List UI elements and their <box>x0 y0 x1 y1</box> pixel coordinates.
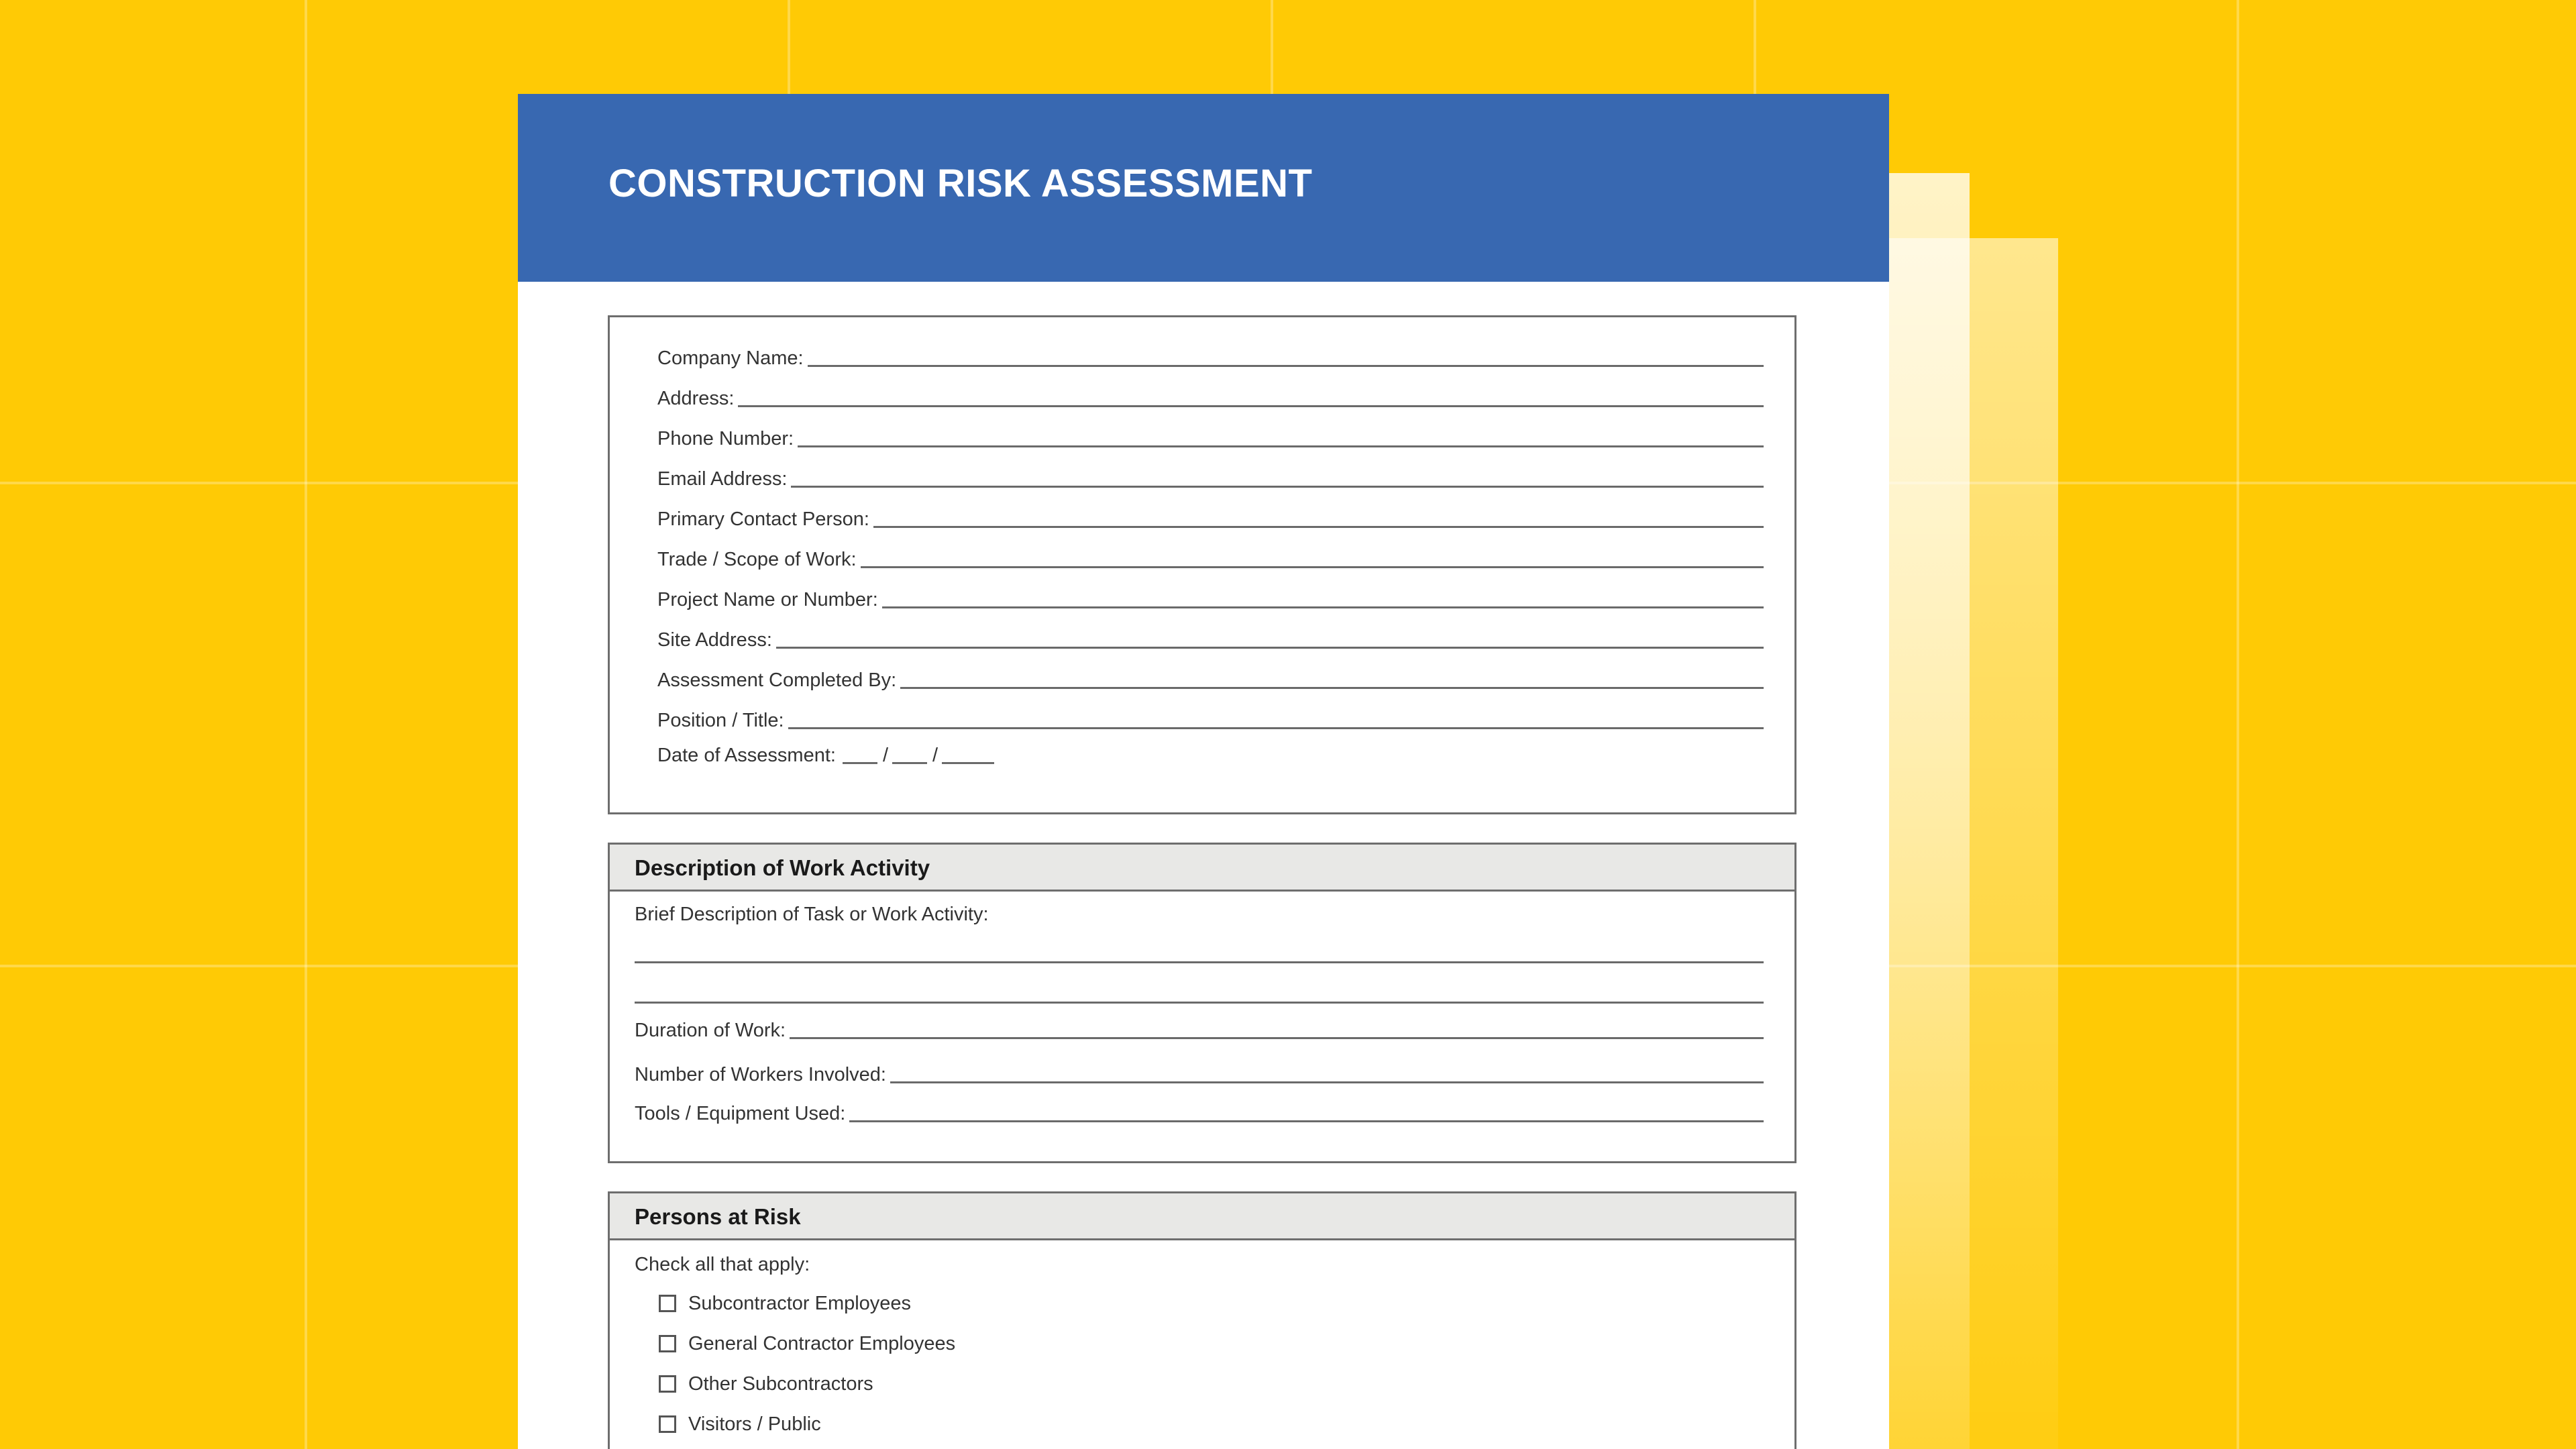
company-info-section <box>608 315 1796 814</box>
field-label: Position / Title: <box>657 710 784 731</box>
field-label: Trade / Scope of Work: <box>657 549 857 570</box>
workers-involved-field[interactable] <box>635 1058 1764 1087</box>
field-label: Company Name: <box>657 347 804 369</box>
duration-field[interactable] <box>635 1014 1764 1043</box>
section-header <box>610 845 1794 892</box>
field-label: Project Name or Number: <box>657 589 878 610</box>
company-name-field[interactable] <box>657 341 1764 371</box>
date-day-line[interactable] <box>843 762 877 764</box>
document-header <box>518 94 1889 282</box>
checkbox-item[interactable] <box>659 1371 873 1397</box>
field-label: Number of Workers Involved: <box>635 1064 886 1085</box>
date-separator: / <box>882 745 889 766</box>
persons-at-risk-section <box>608 1191 1796 1449</box>
input-line[interactable] <box>900 687 1764 689</box>
input-line[interactable] <box>790 1037 1764 1039</box>
document-title: CONSTRUCTION RISK ASSESSMENT <box>608 162 1313 205</box>
description-line[interactable] <box>635 1002 1764 1004</box>
field-label: Assessment Completed By: <box>657 669 897 691</box>
input-line[interactable] <box>776 647 1764 649</box>
risk-assessment-document <box>518 94 1889 1449</box>
input-line[interactable] <box>791 486 1764 488</box>
check-instruction: Check all that apply: <box>635 1254 810 1275</box>
position-title-field[interactable] <box>657 704 1764 733</box>
section-title: Persons at Risk <box>635 1204 801 1229</box>
assessment-completed-by-field[interactable] <box>657 663 1764 693</box>
input-line[interactable] <box>849 1120 1764 1122</box>
field-label: Tools / Equipment Used: <box>635 1103 846 1124</box>
input-line[interactable] <box>808 365 1764 367</box>
input-line[interactable] <box>873 526 1764 528</box>
date-year-line[interactable] <box>942 762 994 764</box>
field-label: Address: <box>657 388 735 409</box>
section-title: Description of Work Activity <box>635 855 930 880</box>
date-separator: / <box>932 745 938 766</box>
checkbox[interactable] <box>659 1335 676 1352</box>
input-line[interactable] <box>798 445 1764 447</box>
input-line[interactable] <box>882 606 1764 608</box>
field-label: Primary Contact Person: <box>657 508 869 530</box>
field-label: Site Address: <box>657 629 772 651</box>
date-month-line[interactable] <box>892 762 927 764</box>
background-gridline <box>2237 0 2239 1449</box>
site-address-field[interactable] <box>657 623 1764 653</box>
checkbox-item[interactable] <box>659 1411 821 1438</box>
input-line[interactable] <box>890 1081 1764 1083</box>
input-line[interactable] <box>788 727 1764 729</box>
checkbox-item[interactable] <box>659 1290 911 1317</box>
section-header <box>610 1193 1794 1240</box>
checkbox[interactable] <box>659 1415 676 1433</box>
field-label: Email Address: <box>657 468 788 490</box>
checkbox-label: Subcontractor Employees <box>688 1292 912 1314</box>
checkbox-item[interactable] <box>659 1330 955 1357</box>
checkbox-label: Visitors / Public <box>688 1413 821 1435</box>
primary-contact-field[interactable] <box>657 502 1764 532</box>
brief-description-label: Brief Description of Task or Work Activity: <box>635 904 989 925</box>
field-label: Duration of Work: <box>635 1020 786 1041</box>
input-line[interactable] <box>738 405 1764 407</box>
phone-number-field[interactable] <box>657 422 1764 451</box>
project-name-field[interactable] <box>657 583 1764 612</box>
background-gridline <box>305 0 307 1449</box>
trade-scope-field[interactable] <box>657 543 1764 572</box>
tools-equipment-field[interactable] <box>635 1097 1764 1126</box>
work-activity-section <box>608 843 1796 1163</box>
description-line[interactable] <box>635 961 1764 963</box>
field-label: Phone Number: <box>657 428 794 449</box>
checkbox[interactable] <box>659 1295 676 1312</box>
field-label: Date of Assessment: <box>657 745 836 766</box>
email-address-field[interactable] <box>657 462 1764 492</box>
checkbox-label: General Contractor Employees <box>688 1332 956 1354</box>
date-of-assessment-field[interactable] <box>657 739 994 768</box>
input-line[interactable] <box>861 566 1764 568</box>
checkbox[interactable] <box>659 1375 676 1393</box>
checkbox-label: Other Subcontractors <box>688 1373 873 1395</box>
address-field[interactable] <box>657 382 1764 411</box>
